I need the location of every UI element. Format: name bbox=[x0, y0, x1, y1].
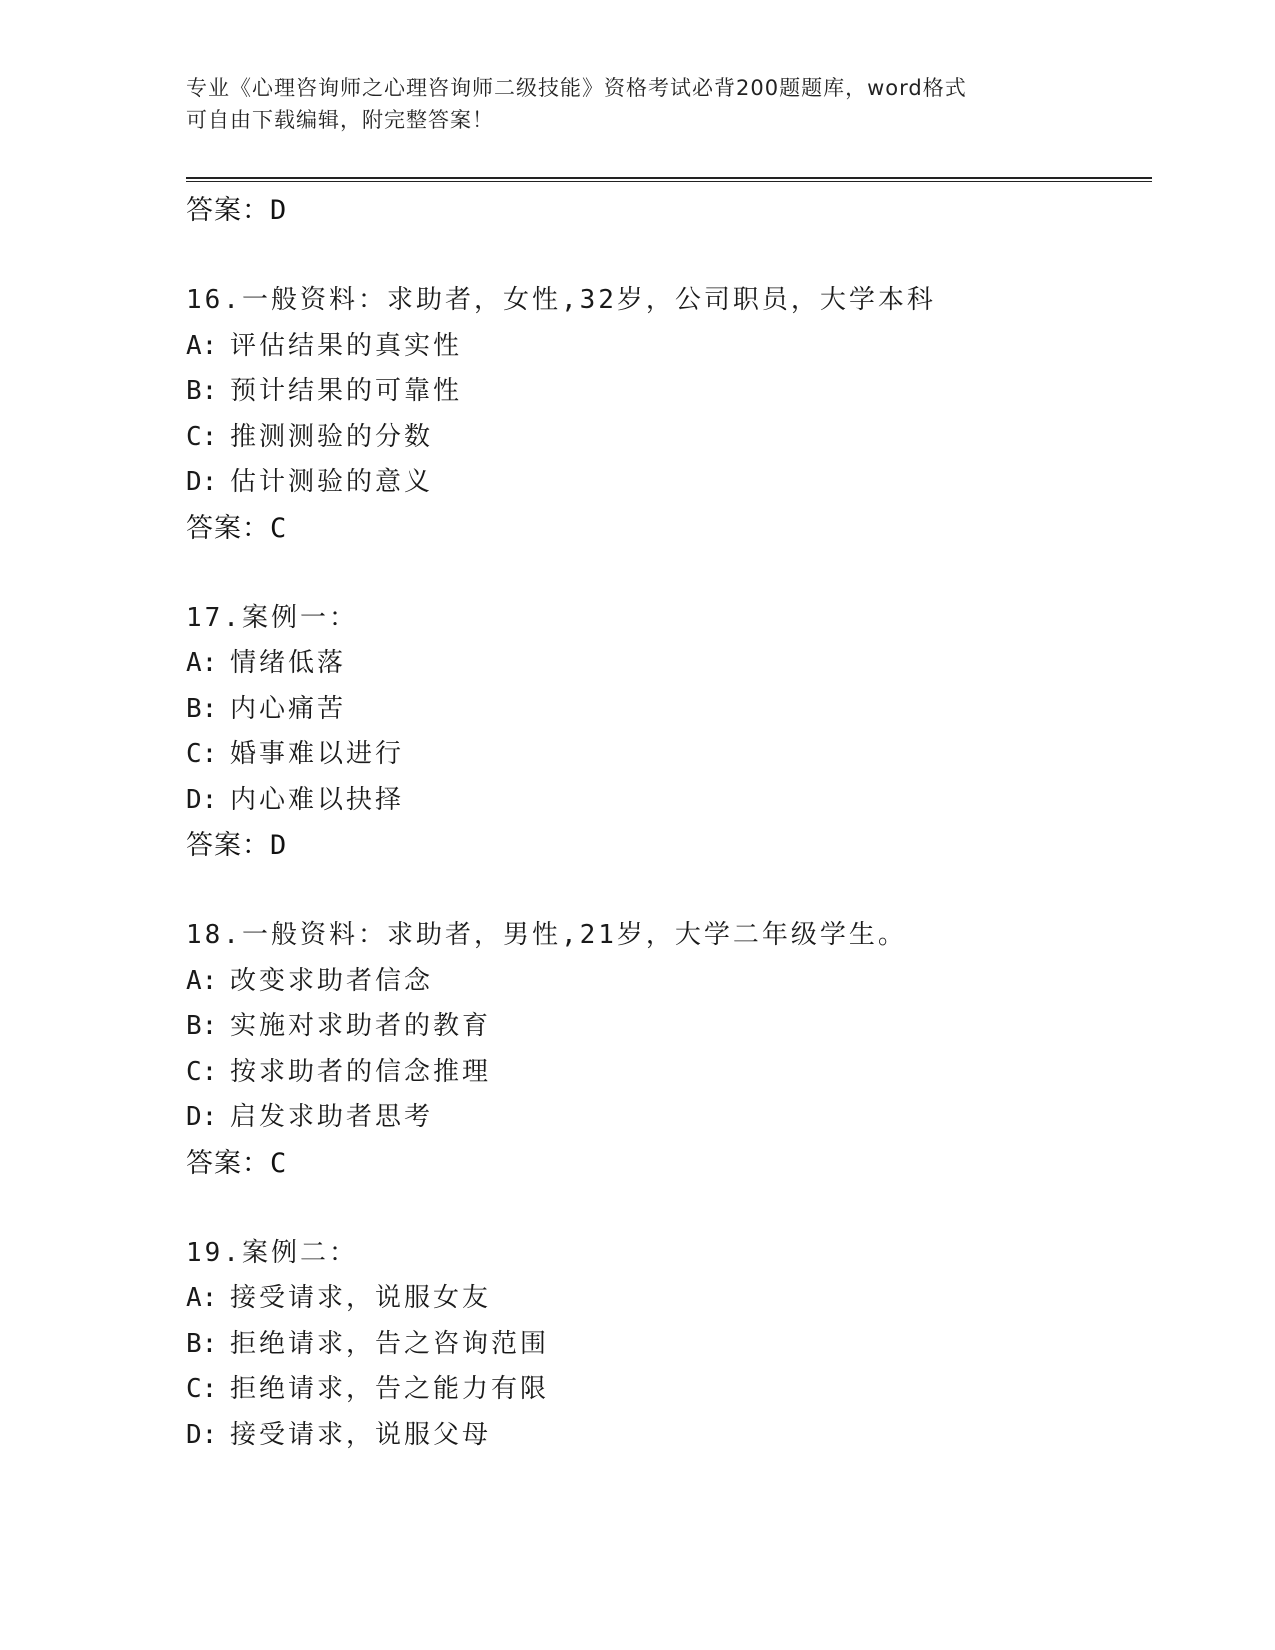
option-a bbox=[186, 641, 1146, 687]
option-letter: C: bbox=[186, 1374, 218, 1404]
option-d bbox=[186, 778, 1146, 824]
option-b bbox=[186, 1004, 1146, 1050]
header-divider bbox=[186, 177, 1152, 182]
option-letter: A: bbox=[186, 965, 218, 996]
option-a bbox=[186, 959, 1146, 1005]
answer-label: 答案： bbox=[186, 195, 270, 226]
option-a bbox=[186, 324, 1146, 370]
question-stem: 16.一般资料：求助者，女性,32岁，公司职员，大学本科 bbox=[186, 285, 936, 315]
option-text: 内心痛苦 bbox=[230, 693, 347, 724]
option-b bbox=[186, 1322, 1146, 1368]
option-text: 启发求助者思考 bbox=[230, 1102, 434, 1132]
option-text: 婚事难以进行 bbox=[230, 739, 405, 769]
option-text: 推测测验的分数 bbox=[230, 421, 434, 452]
option-letter: B: bbox=[186, 693, 218, 724]
option-text: 按求助者的信念推理 bbox=[230, 1056, 492, 1087]
option-text: 接受请求，说服父母 bbox=[230, 1419, 492, 1450]
answer-line bbox=[186, 823, 1146, 869]
option-letter: D: bbox=[186, 467, 218, 497]
question-16 bbox=[186, 278, 1146, 552]
option-text: 预计结果的可靠性 bbox=[230, 376, 463, 406]
option-letter: C: bbox=[186, 421, 218, 452]
answer-label: 答案： bbox=[186, 1147, 270, 1179]
answer-line bbox=[186, 506, 1146, 552]
option-letter: D: bbox=[186, 1419, 218, 1450]
option-letter: A: bbox=[186, 330, 218, 361]
option-text: 估计测验的意义 bbox=[230, 467, 434, 497]
option-text: 情绪低落 bbox=[230, 648, 347, 678]
answer-value: D bbox=[270, 195, 288, 226]
option-b bbox=[186, 687, 1146, 733]
question-stem: 17.案例一： bbox=[186, 602, 358, 633]
answer-value: C bbox=[270, 512, 288, 544]
option-text: 拒绝请求，告之咨询范围 bbox=[230, 1328, 550, 1359]
question-stem: 19.案例二： bbox=[186, 1237, 358, 1268]
option-d bbox=[186, 460, 1146, 506]
answer-value: C bbox=[270, 1147, 288, 1179]
option-letter: A: bbox=[186, 648, 218, 678]
header-line-1: 专业《心理咨询师之心理咨询师二级技能》资格考试必背200题题库，word格式 bbox=[186, 76, 967, 100]
document-header bbox=[186, 72, 1086, 136]
question-17 bbox=[186, 596, 1146, 870]
header-line-2: 可自由下载编辑，附完整答案！ bbox=[186, 108, 494, 132]
option-letter: C: bbox=[186, 1056, 218, 1087]
option-text: 评估结果的真实性 bbox=[230, 330, 463, 361]
option-text: 实施对求助者的教育 bbox=[230, 1011, 492, 1041]
option-letter: D: bbox=[186, 1102, 218, 1132]
option-d bbox=[186, 1413, 1146, 1459]
option-letter: B: bbox=[186, 1011, 218, 1041]
option-text: 拒绝请求，告之能力有限 bbox=[230, 1374, 550, 1404]
option-letter: D: bbox=[186, 784, 218, 815]
answer-label: 答案： bbox=[186, 830, 270, 861]
answer-value: D bbox=[270, 830, 288, 861]
option-c bbox=[186, 1050, 1146, 1096]
option-b bbox=[186, 369, 1146, 415]
option-c bbox=[186, 732, 1146, 778]
option-letter: C: bbox=[186, 739, 218, 769]
option-letter: A: bbox=[186, 1283, 218, 1313]
answer-line bbox=[186, 188, 1146, 234]
option-d bbox=[186, 1095, 1146, 1141]
option-letter: B: bbox=[186, 1328, 218, 1359]
answer-label: 答案： bbox=[186, 512, 270, 544]
question-19 bbox=[186, 1231, 1146, 1459]
question-18 bbox=[186, 913, 1146, 1187]
option-c bbox=[186, 1367, 1146, 1413]
option-text: 接受请求，说服女友 bbox=[230, 1283, 492, 1313]
question-stem: 18.一般资料：求助者，男性,21岁，大学二年级学生。 bbox=[186, 920, 907, 950]
option-text: 改变求助者信念 bbox=[230, 965, 434, 996]
option-text: 内心难以抉择 bbox=[230, 784, 405, 815]
option-a bbox=[186, 1276, 1146, 1322]
question-list bbox=[186, 188, 1146, 1458]
option-c bbox=[186, 415, 1146, 461]
option-letter: B: bbox=[186, 376, 218, 406]
answer-line bbox=[186, 1141, 1146, 1187]
